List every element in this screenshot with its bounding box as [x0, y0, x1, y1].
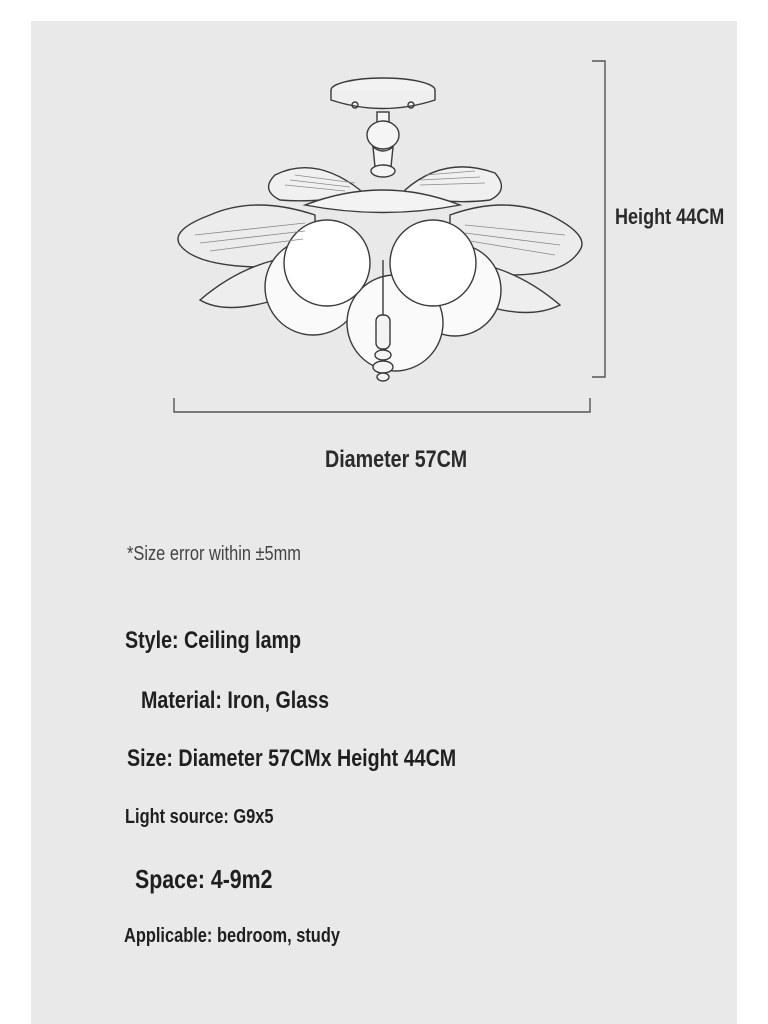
height-dimension-line	[592, 60, 606, 378]
spec-style: Style: Ceiling lamp	[125, 627, 302, 654]
spec-applicable: Applicable: bedroom, study	[124, 925, 340, 947]
diameter-dimension-line	[173, 398, 591, 414]
ceiling-lamp-illustration	[165, 55, 595, 390]
size-error-note: *Size error within ±5mm	[127, 543, 301, 565]
spec-space: Space: 4-9m2	[135, 864, 273, 894]
spec-light-source: Light source: G9x5	[125, 806, 274, 828]
spec-size: Size: Diameter 57CMx Height 44CM	[127, 745, 457, 772]
diameter-label: Diameter 57CM	[325, 446, 468, 473]
height-label: Height 44CM	[615, 204, 725, 229]
spec-material: Material: Iron, Glass	[141, 687, 330, 714]
